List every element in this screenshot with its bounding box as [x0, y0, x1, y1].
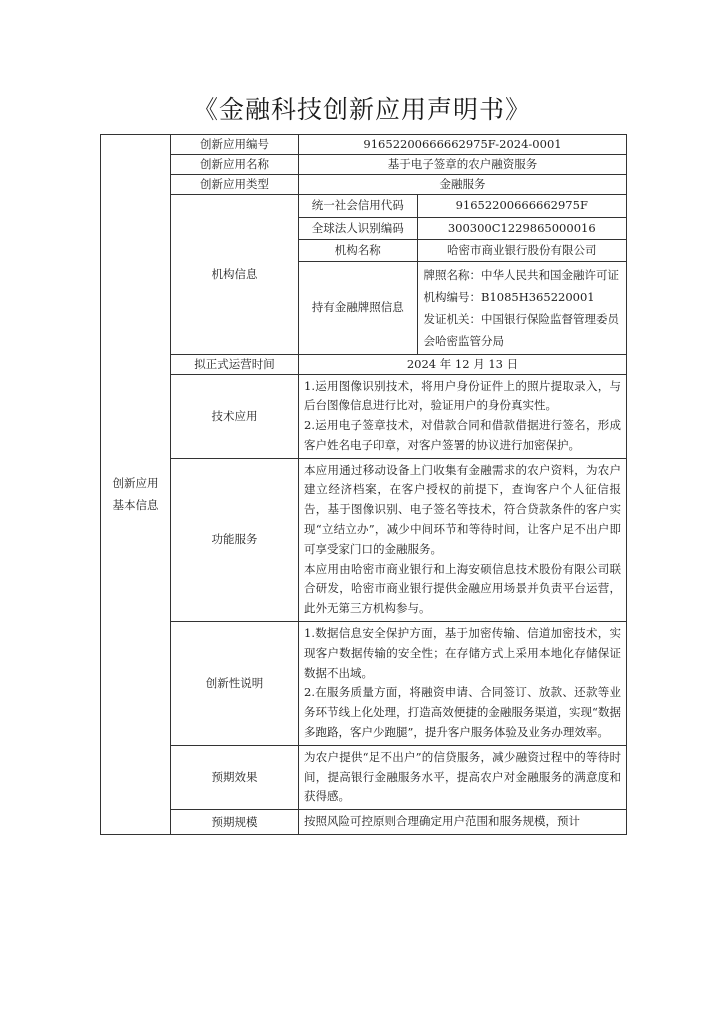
org-info-table	[299, 195, 626, 354]
scale-content	[299, 810, 627, 835]
license-label: 持有金融牌照信息	[299, 261, 417, 354]
effect-content	[299, 745, 627, 809]
org-info-cell	[299, 195, 627, 355]
innovation-paragraph: 1.数据信息安全保护方面，基于加密传输、信道加密技术，实现客户数据传输的安全性；在存储方式上采用本地化存储保证数据不出域。	[304, 626, 621, 680]
innovation-content	[299, 622, 627, 746]
scale-paragraph: 按照风险可控原则合理确定用户范围和服务规模，预计	[304, 814, 580, 829]
lei-label: 全球法人识别编码	[299, 217, 417, 239]
function-label: 功能服务	[171, 458, 299, 621]
license-issuer-line: 发证机关：中国银行保险监督管理委员会哈密监管分局	[423, 311, 619, 348]
function-paragraph: 本应用由哈密市商业银行和上海安硕信息技术股份有限公司联合研发，哈密市商业银行提供金融应用场景并负责平台运营，此外无第三方机构参与。	[304, 561, 621, 616]
tech-content	[299, 374, 627, 458]
section-label-cell	[101, 155, 171, 835]
section-label-line2: 基本信息	[112, 498, 159, 513]
launch-time-value: 2024 年 12 月 13 日	[299, 354, 627, 374]
org-name-value: 哈密市商业银行股份有限公司	[417, 239, 626, 261]
org-name-label: 机构名称	[299, 239, 417, 261]
launch-time-label: 拟正式运营时间	[171, 354, 299, 374]
section-top-spacer	[101, 135, 171, 155]
credit-code-value: 91652200666662975F	[417, 195, 626, 217]
effect-paragraph: 为农户提供“足不出户”的信贷服务，减少融资过程中的等待时间，提高银行金融服务水平，提高农户对金融服务的满意度和获得感。	[304, 749, 621, 804]
lei-value: 300300C1229865000016	[417, 217, 626, 239]
scale-label: 预期规模	[171, 810, 299, 835]
credit-code-label: 统一社会信用代码	[299, 195, 417, 217]
declaration-form-table	[100, 134, 627, 835]
document-title: 《金融科技创新应用声明书》	[192, 95, 531, 124]
app-code-value: 91652200666662975F-2024-0001	[299, 135, 627, 155]
tech-paragraph: 1.运用图像识别技术，将用户身份证件上的照片提取录入，与后台图像信息进行比对，验证用户的身份真实性。	[304, 378, 621, 413]
app-name-label: 创新应用名称	[171, 155, 299, 175]
function-content	[299, 458, 627, 621]
license-number-line: 机构编号：B1085H365220001	[423, 289, 595, 304]
effect-label: 预期效果	[171, 745, 299, 809]
tech-paragraph: 2.运用电子签章技术，对借款合同和借款借据进行签名，形成客户姓名电子印章，对客户签署的协议进行加密保护。	[304, 418, 621, 452]
app-type-value: 金融服务	[299, 175, 627, 195]
app-type-label: 创新应用类型	[171, 175, 299, 195]
tech-label: 技术应用	[171, 374, 299, 458]
org-info-label: 机构信息	[171, 195, 299, 355]
function-paragraph: 本应用通过移动设备上门收集有金融需求的农户资料，为农户建立经济档案，在客户授权的前提下，查询客户个人征信报告，基于图像识别、电子签名等技术，符合贷款条件的客户实现“立结立办”，减少中间环节和等待时间，让客户足不出户即可享受家门口的金融服务。	[304, 462, 621, 556]
app-code-label: 创新应用编号	[171, 135, 299, 155]
section-label-line1: 创新应用	[112, 476, 159, 491]
app-name-value: 基于电子签章的农户融资服务	[299, 155, 627, 175]
innovation-label: 创新性说明	[171, 622, 299, 746]
license-info-cell	[417, 261, 626, 354]
innovation-paragraph: 2.在服务质量方面，将融资申请、合同签订、放款、还款等业务环节线上化处理，打造高效便捷的金融服务渠道，实现“数据多跑路，客户少跑腿”，提升客户服务体验及业务办理效率。	[304, 685, 621, 740]
license-name-line: 牌照名称：中华人民共和国金融许可证	[423, 267, 619, 282]
